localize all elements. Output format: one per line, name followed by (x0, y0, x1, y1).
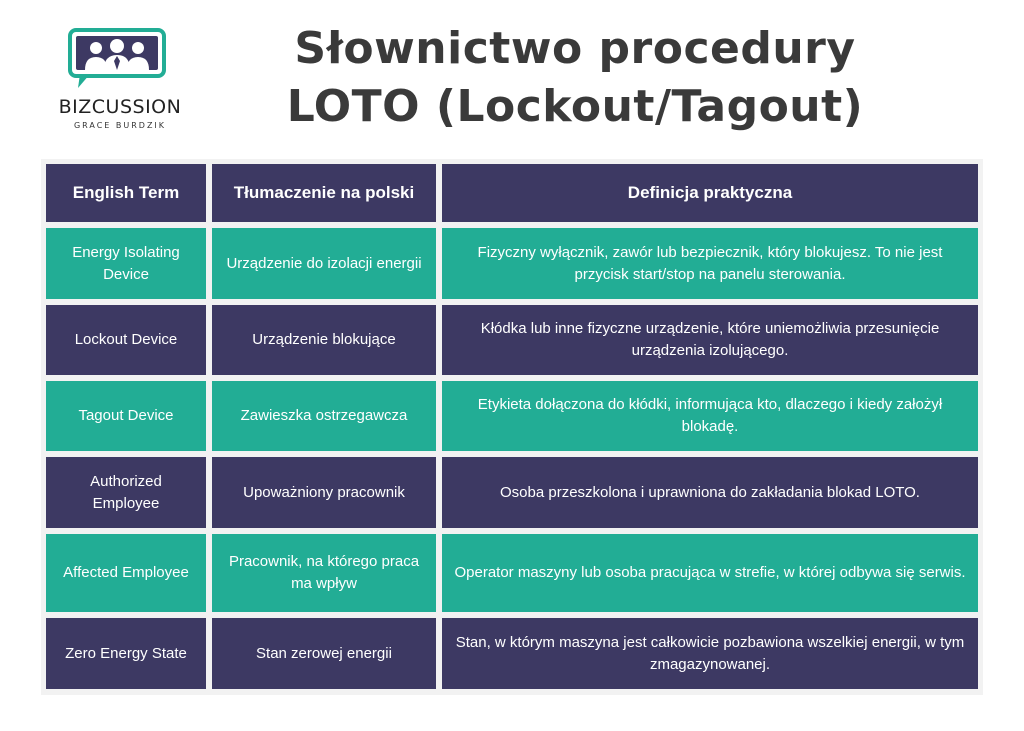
row-5-definition: Operator maszyny lub osoba pracująca w strefie, w której odbywa się serwis. (442, 534, 978, 612)
row-6-translation: Stan zerowej energii (212, 618, 436, 689)
header-english-term: English Term (46, 164, 206, 222)
people-speech-bubble-icon (68, 28, 166, 90)
row-5-term: Affected Employee (46, 534, 206, 612)
row-1-definition: Fizyczny wyłącznik, zawór lub bezpiecznik, który blokujesz. To nie jest przycisk start/stop na panelu sterowania. (442, 228, 978, 299)
page-title-line-2: LOTO (Lockout/Tagout) (286, 81, 864, 132)
row-6-term: Zero Energy State (46, 618, 206, 689)
row-3-definition: Etykieta dołączona do kłódki, informująca kto, dlaczego i kiedy założył blokadę. (442, 381, 978, 451)
logo-subtitle: GRACE BURDZIK (73, 121, 167, 130)
row-1-translation: Urządzenie do izolacji energii (212, 228, 436, 299)
logo-wordmark: BIZCUSSION (58, 96, 182, 118)
vocabulary-table (41, 159, 983, 695)
row-4-translation: Upoważniony pracownik (212, 457, 436, 528)
row-2-term: Lockout Device (46, 305, 206, 375)
row-5-translation: Pracownik, na którego praca ma wpływ (212, 534, 436, 612)
row-4-definition: Osoba przeszkolona i uprawniona do zakładania blokad LOTO. (442, 457, 978, 528)
row-2-definition: Kłódka lub inne fizyczne urządzenie, które uniemożliwia przesunięcie urządzenia izolującego. (442, 305, 978, 375)
row-3-term: Tagout Device (46, 381, 206, 451)
company-logo (50, 28, 190, 138)
row-3-translation: Zawieszka ostrzegawcza (212, 381, 436, 451)
row-6-definition: Stan, w którym maszyna jest całkowicie pozbawiona wszelkiej energii, w tym zmagazynowanej. (442, 618, 978, 689)
row-1-term: Energy Isolating Device (46, 228, 206, 299)
header-polish-translation: Tłumaczenie na polski (212, 164, 436, 222)
header-practical-definition: Definicja praktyczna (442, 164, 978, 222)
page-title-line-1: Słownictwo procedury (294, 23, 856, 74)
page-title (230, 20, 920, 136)
row-4-term: Authorized Employee (46, 457, 206, 528)
row-2-translation: Urządzenie blokujące (212, 305, 436, 375)
